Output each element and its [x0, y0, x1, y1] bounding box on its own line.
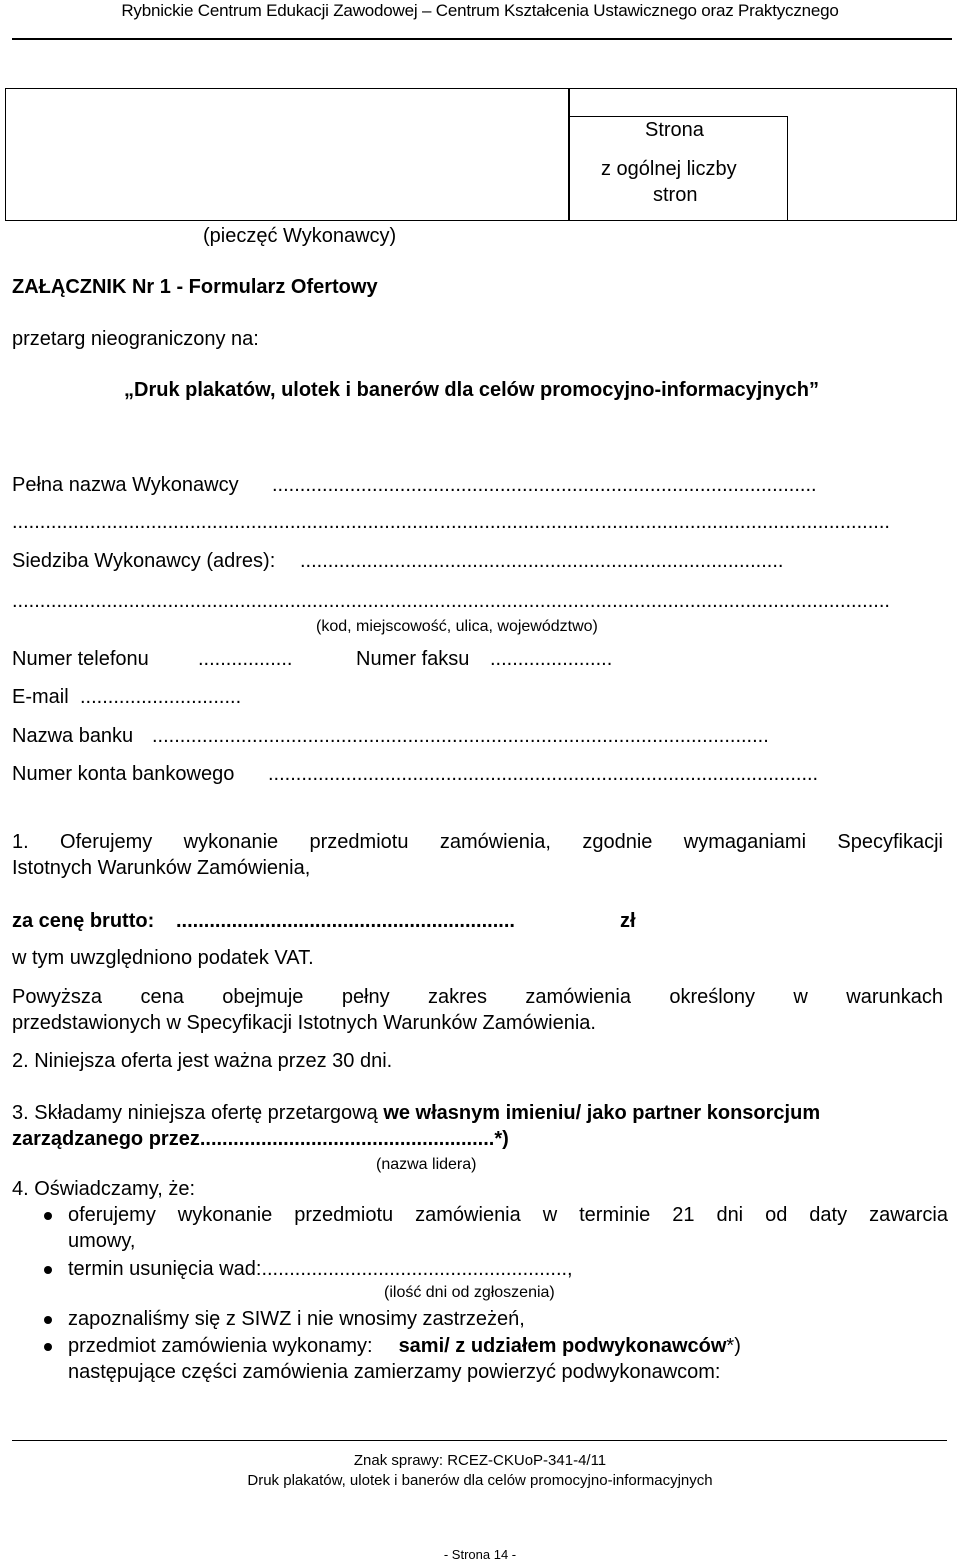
price-dots: ............................................................. — [176, 910, 515, 932]
fax-label: Numer faksu — [356, 648, 470, 670]
bullet-icon — [44, 1343, 52, 1351]
seat-dots-2: .............................................................................................................................................................. — [12, 590, 890, 612]
address-hint: (kod, miejscowość, ulica, województwo) — [316, 618, 598, 635]
bank-label: Nazwa banku — [12, 725, 134, 747]
subcontract-line2: następujące części zamówienia zamierzamy powierzyć podwykonawcom: — [68, 1361, 721, 1383]
submission-text: 3. Składamy niniejsza ofertę przetargową — [12, 1102, 378, 1124]
stamp-box — [5, 88, 570, 221]
leader-hint: (nazwa lidera) — [376, 1156, 477, 1173]
header-rule — [12, 38, 952, 40]
footer-page-number: - Strona 14 - — [443, 1547, 517, 1562]
declaration-siwz: zapoznaliśmy się z SIWZ i nie wnosimy zastrzeżeń, — [68, 1308, 525, 1330]
consortium-label: zarządzanego przez — [12, 1128, 200, 1150]
offer-paragraph-line1: 1. Oferujemy wykonanie przedmiotu zamówienia, zgodnie wymaganiami Specyfikacji — [12, 831, 943, 853]
defects-label: termin usunięcia wad: — [68, 1258, 262, 1280]
defects-hint: (ilość dni od zgłoszenia) — [384, 1284, 555, 1301]
submission-line2 — [12, 1128, 509, 1151]
defects-dots: ......................................................., — [261, 1258, 573, 1280]
bullet-icon — [44, 1316, 52, 1324]
email-dots: ............................. — [80, 686, 242, 708]
seat-label: Siedziba Wykonawcy (adres): — [12, 550, 276, 572]
account-dots: ................................................................................................... — [268, 763, 819, 785]
submission-mode: we własnym imieniu/ jako partner konsorcjum — [383, 1102, 821, 1124]
email-label: E-mail — [12, 686, 69, 708]
bank-dots: ............................................................................................................... — [152, 725, 769, 747]
phone-dots: ................. — [198, 648, 293, 670]
total-pages-label-2: stron — [653, 184, 698, 206]
full-name-dots: .................................................................................................. — [272, 474, 817, 496]
footer-subject: Druk plakatów, ulotek i banerów dla celów promocyjno-informacyjnych — [247, 1472, 713, 1489]
tender-intro: przetarg nieograniczony na: — [12, 328, 259, 350]
validity-paragraph: 2. Niniejsza oferta jest ważna przez 30 dni. — [12, 1050, 393, 1072]
declaration-defects — [68, 1258, 573, 1281]
header-institution: Rybnickie Centrum Edukacji Zawodowej – Centrum Kształcenia Ustawicznego oraz Praktycznego — [121, 1, 839, 20]
submission-line1 — [12, 1102, 947, 1125]
fax-dots: ...................... — [490, 648, 613, 670]
subcontract-footnote: *) — [726, 1335, 741, 1357]
price-unit: zł — [620, 910, 636, 932]
page-label: Strona — [645, 119, 704, 141]
page-title: ZAŁĄCZNIK Nr 1 - Formularz Ofertowy — [12, 276, 378, 298]
account-label: Numer konta bankowego — [12, 763, 235, 785]
bullet-icon — [44, 1266, 52, 1274]
phone-label: Numer telefonu — [12, 648, 149, 670]
total-pages-label: z ogólnej liczby — [601, 158, 737, 180]
subcontract-choice: sami/ z udziałem podwykonawców — [398, 1335, 727, 1357]
vat-note: w tym uwzględniono podatek VAT. — [12, 947, 314, 969]
stamp-label: (pieczęć Wykonawcy) — [203, 225, 397, 247]
footer-rule — [12, 1440, 947, 1441]
price-label: za cenę brutto: — [12, 910, 155, 932]
footer-case-number: Znak sprawy: RCEZ-CKUoP-341-4/11 — [353, 1452, 607, 1469]
bullet-icon — [44, 1212, 52, 1220]
declaration-term-line1: oferujemy wykonanie przedmiotu zamówienia w terminie 21 dni od daty zawarcia — [68, 1204, 948, 1226]
declaration-subcontract — [68, 1335, 741, 1358]
footnote-mark: *) — [494, 1128, 509, 1150]
declaration-heading: 4. Oświadczamy, że: — [12, 1178, 196, 1200]
scope-line1: Powyższa cena obejmuje pełny zakres zamówienia określony w warunkach — [12, 986, 943, 1008]
subcontract-label: przedmiot zamówienia wykonamy: — [68, 1335, 373, 1357]
full-name-dots-2: .............................................................................................................................................................. — [12, 511, 890, 533]
declaration-term-line2: umowy, — [68, 1230, 136, 1252]
full-name-label: Pełna nazwa Wykonawcy — [12, 474, 239, 496]
seat-dots: ....................................................................................... — [300, 550, 784, 572]
offer-paragraph-line2: Istotnych Warunków Zamówienia, — [12, 857, 311, 879]
scope-line2: przedstawionych w Specyfikacji Istotnych Warunków Zamówienia. — [12, 1012, 596, 1034]
tender-subject: „Druk plakatów, ulotek i banerów dla celów promocyjno-informacyjnych” — [124, 379, 819, 401]
leader-dots: ..................................................... — [199, 1128, 495, 1150]
